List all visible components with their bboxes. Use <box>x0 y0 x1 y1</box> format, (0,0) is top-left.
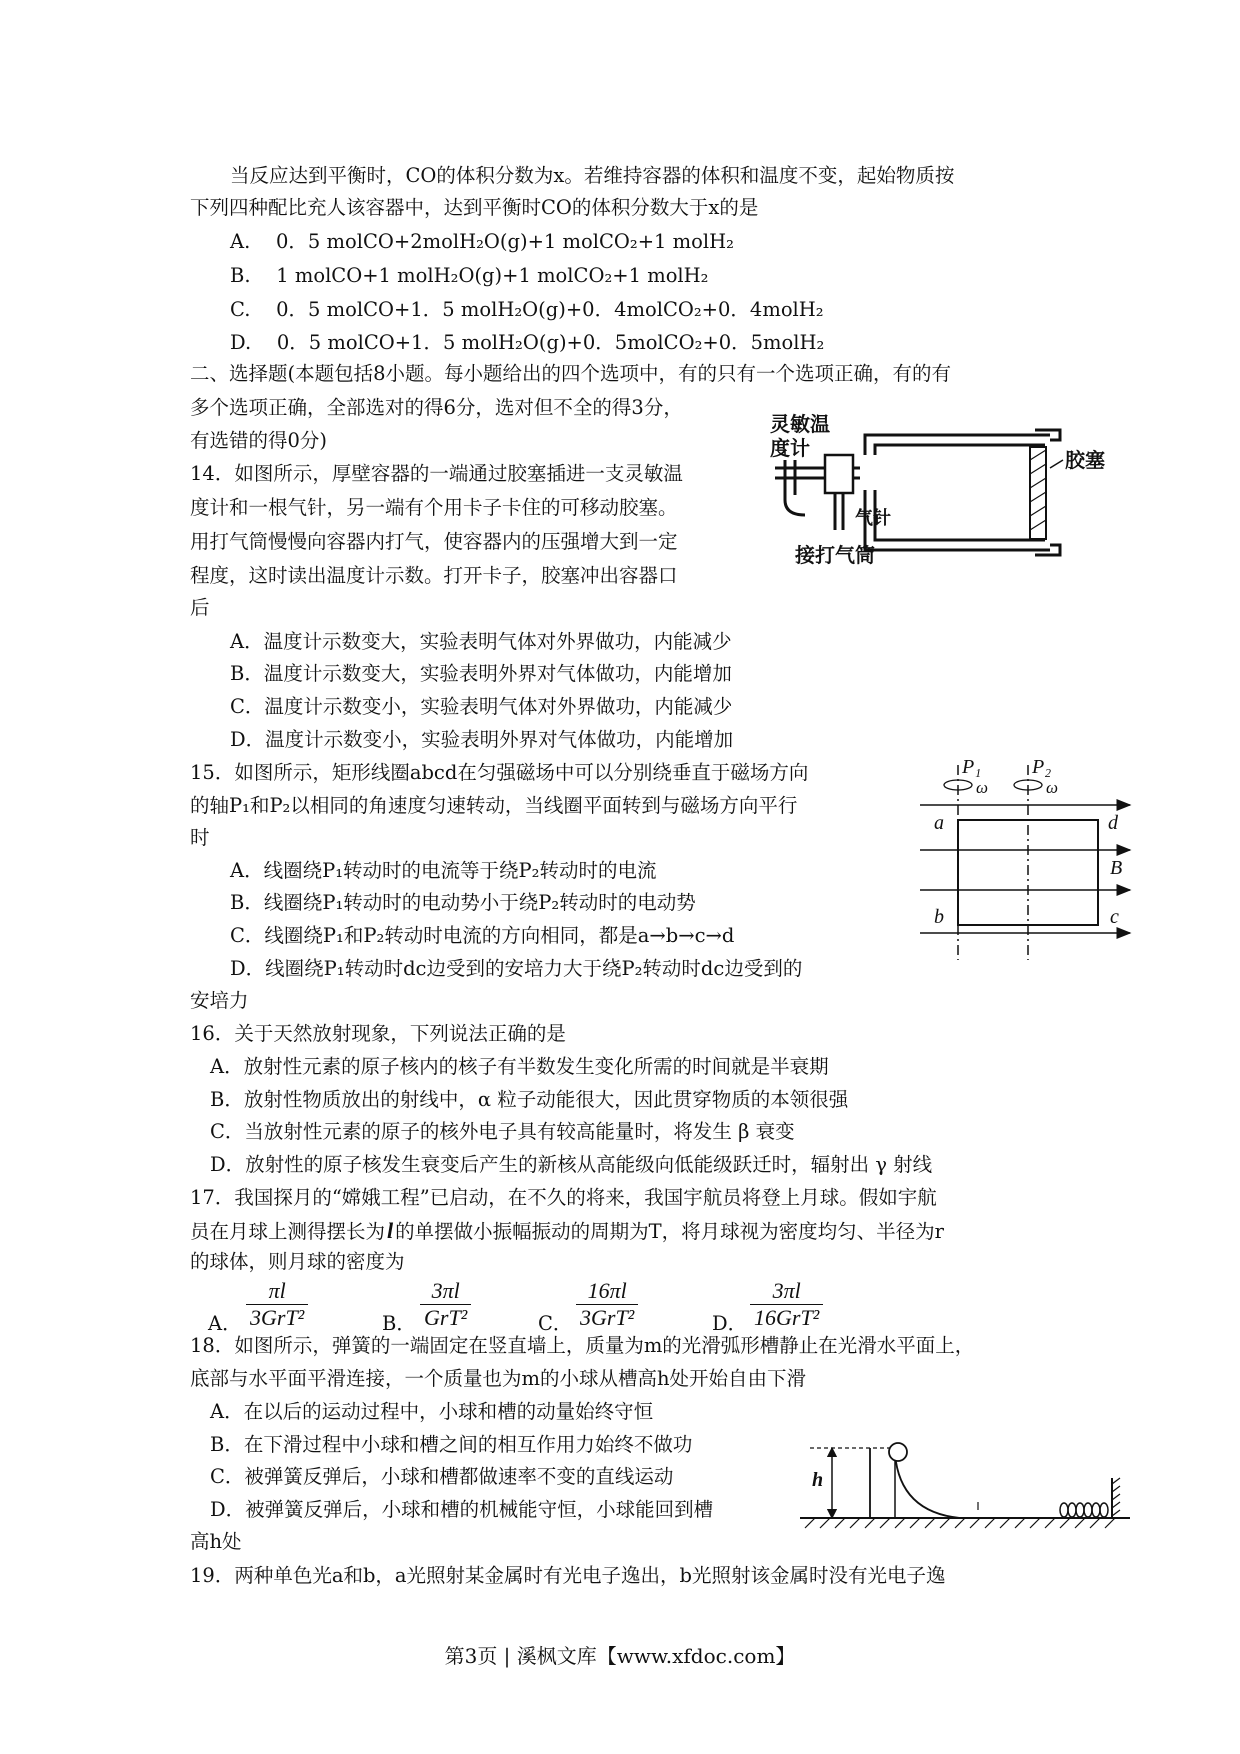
q17-option-d-label: D． <box>712 1312 748 1335</box>
section2-line1: 二、选择题(本题包括8小题。每小题给出的四个选项中，有的只有一个选项正确，有的有 <box>190 362 952 385</box>
q17-stem-line3: 的球体，则月球的密度为 <box>190 1250 405 1273</box>
q16-stem: 16．关于天然放射现象，下列说法正确的是 <box>190 1022 566 1045</box>
q17-stem-line2 <box>190 1220 944 1242</box>
q16-option-b: B．放射性物质放出的射线中，α 粒子动能很大，因此贯穿物质的本领很强 <box>210 1088 849 1111</box>
q13-stem-line1: 当反应达到平衡时，CO的体积分数为x。若维持容器的体积和温度不变，起始物质按 <box>230 164 955 187</box>
q14-label-needle: 气针 <box>855 508 891 529</box>
q17-option-c-den: 3GrT² <box>580 1305 635 1330</box>
q15-label-p2: P₂ <box>1032 756 1052 778</box>
q15-label-b: b <box>934 906 944 928</box>
q15-option-c: C．线圈绕P₁和P₂转动时电流的方向相同，都是a→b→c→d <box>230 924 735 947</box>
q14-figure <box>770 410 1125 590</box>
q17-option-a-den: 3GrT² <box>250 1305 305 1330</box>
q16-option-a: A．放射性元素的原子核内的核子有半数发生变化所需的时间就是半衰期 <box>210 1055 829 1078</box>
q17-option-c-label: C． <box>538 1312 573 1335</box>
q18-option-d-line1: D．被弹簧反弹后，小球和槽的机械能守恒，小球能回到槽 <box>210 1498 714 1521</box>
q14-option-c: C．温度计示数变小，实验表明气体对外界做功，内能减少 <box>230 695 733 718</box>
q14-stem-line3: 用打气筒慢慢向容器内打气，使容器内的压强增大到一定 <box>190 530 678 553</box>
q18-stem-line1: 18．如图所示，弹簧的一端固定在竖直墙上，质量为m的光滑弧形槽静止在光滑水平面上， <box>190 1334 975 1357</box>
q18-label-h: h <box>812 1469 824 1491</box>
q15-stem-line1: 15．如图所示，矩形线圈abcd在匀强磁场中可以分别绕垂直于磁场方向 <box>190 761 809 784</box>
q18-option-d-line2: 高h处 <box>190 1530 242 1553</box>
q15-label-omega-2: ω <box>1046 778 1059 797</box>
q13-option-a: A. 0．5 molCO+2molH₂O(g)+1 molCO₂+1 molH₂ <box>230 230 734 253</box>
q15-label-d: d <box>1108 812 1118 834</box>
q18-option-a: A．在以后的运动过程中，小球和槽的动量始终守恒 <box>210 1400 654 1423</box>
section2-line2: 多个选项正确，全部选对的得6分，选对但不全的得3分， <box>190 396 683 419</box>
q14-label-thermometer-2: 度计 <box>770 436 810 460</box>
q14-label-plug: 胶塞 <box>1065 448 1105 472</box>
page-footer: 第3页 | 溪枫文库【www.xfdoc.com】 <box>444 1644 796 1668</box>
q18-option-b: B．在下滑过程中小球和槽之间的相互作用力始终不做功 <box>210 1433 693 1456</box>
q18-option-c: C．被弹簧反弹后，小球和槽都做速率不变的直线运动 <box>210 1465 674 1488</box>
q13-option-b: B. 1 molCO+1 molH₂O(g)+1 molCO₂+1 molH₂ <box>230 264 709 287</box>
q15-option-d-line1: D．线圈绕P₁转动时dc边受到的安培力大于绕P₂转动时dc边受到的 <box>230 957 803 980</box>
q14-option-d: D．温度计示数变小，实验表明外界对气体做功，内能增加 <box>230 728 734 751</box>
q17-stem-line2b: 的单摆做小振幅振动的周期为T，将月球视为密度均匀、半径为r <box>395 1220 944 1243</box>
q17-option-d-fraction <box>750 1278 823 1331</box>
q17-option-b-label: B． <box>382 1312 416 1335</box>
q15-label-B: B <box>1110 857 1123 879</box>
q18-stem-line2: 底部与水平面平滑连接，一个质量也为m的小球从槽高h处开始自由下滑 <box>190 1367 807 1390</box>
q15-option-d-line2: 安培力 <box>190 989 249 1012</box>
q17-stem-line2a: 员在月球上测得摆长为 <box>190 1220 386 1243</box>
q16-option-d: D．放射性的原子核发生衰变后产生的新核从高能级向低能级跃迁时，辐射出 γ 射线 <box>210 1153 933 1176</box>
q17-option-c-num: 16πl <box>576 1278 638 1305</box>
q14-stem-line1: 14．如图所示，厚壁容器的一端通过胶塞插进一支灵敏温 <box>190 462 683 485</box>
q14-stem-line4: 程度，这时读出温度计示数。打开卡子，胶塞冲出容器口 <box>190 564 678 587</box>
q14-option-a: A．温度计示数变大，实验表明气体对外界做功，内能减少 <box>230 630 732 653</box>
q15-option-b: B．线圈绕P₁转动时的电动势小于绕P₂转动时的电动势 <box>230 891 696 914</box>
q15-label-omega-1: ω <box>976 778 989 797</box>
q15-figure <box>920 755 1140 965</box>
q17-option-d-den: 16GrT² <box>754 1305 820 1330</box>
q14-stem-line5: 后 <box>190 596 210 619</box>
q15-label-p1: P₁ <box>962 756 982 778</box>
q17-stem-line1: 17．我国探月的“嫦娥工程”已启动，在不久的将来，我国宇航员将登上月球。假如宇航 <box>190 1186 937 1209</box>
q13-option-d: D. 0．5 molCO+1．5 molH₂O(g)+0．5molCO₂+0．5molH₂ <box>230 331 825 354</box>
q13-stem-line2: 下列四种配比充人该容器中，达到平衡时CO的体积分数大于x的是 <box>190 196 759 219</box>
q15-label-a: a <box>934 812 944 834</box>
q18-figure <box>800 1440 1140 1540</box>
q15-label-c: c <box>1110 906 1119 928</box>
q14-label-pump: 接打气筒 <box>795 543 875 567</box>
q14-option-b: B．温度计示数变大，实验表明外界对气体做功，内能增加 <box>230 662 732 685</box>
q14-label-thermometer-1: 灵敏温 <box>770 412 830 436</box>
q17-option-d-num: 3πl <box>750 1278 823 1305</box>
q19-stem-line1: 19．两种单色光a和b，a光照射某金属时有光电子逸出，b光照射该金属时没有光电子逸 <box>190 1564 946 1587</box>
q15-stem-line3: 时 <box>190 826 210 849</box>
q17-option-a-fraction <box>246 1278 308 1331</box>
q13-option-c: C. 0．5 molCO+1．5 molH₂O(g)+0．4molCO₂+0．4molH₂ <box>230 298 824 321</box>
q17-symbol-l: l <box>387 1218 394 1243</box>
q17-option-b-num: 3πl <box>420 1278 471 1305</box>
q17-option-c-fraction <box>576 1278 638 1331</box>
q15-option-a: A．线圈绕P₁转动时的电流等于绕P₂转动时的电流 <box>230 859 657 882</box>
q17-option-a-label: A． <box>208 1312 242 1335</box>
q15-stem-line2: 的轴P₁和P₂以相同的角速度匀速转动，当线圈平面转到与磁场方向平行 <box>190 794 798 817</box>
q16-option-c: C．当放射性元素的原子的核外电子具有较高能量时，将发生 β 衰变 <box>210 1120 795 1143</box>
q17-option-b-fraction <box>420 1278 471 1331</box>
q17-option-a-num: πl <box>246 1278 308 1305</box>
section2-line3: 有选错的得0分) <box>190 429 328 452</box>
q14-stem-line2: 度计和一根气针，另一端有个用卡子卡住的可移动胶塞。 <box>190 496 678 519</box>
q17-option-b-den: GrT² <box>424 1305 468 1330</box>
